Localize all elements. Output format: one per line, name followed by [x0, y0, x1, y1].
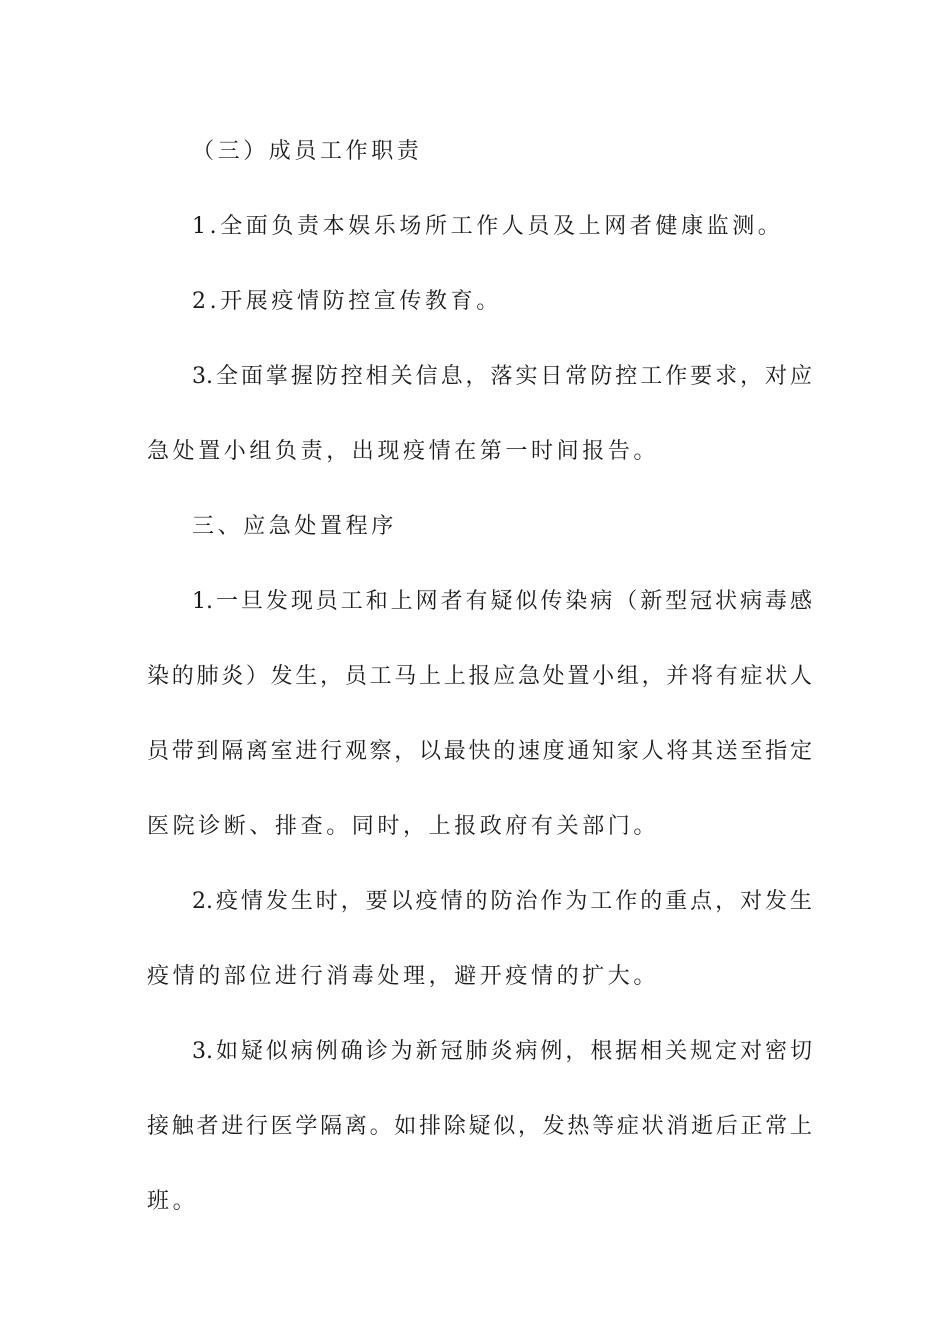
paragraph-line: 班。: [147, 1189, 199, 1214]
paragraph-line: 2.疫情发生时，要以疫情的防治作为工作的重点，对发生: [192, 889, 812, 914]
section-heading-member-duties: （三）成员工作职责: [192, 139, 423, 164]
paragraph-line: 2.开展疫情防控宣传教育。: [192, 289, 502, 314]
section-heading-emergency-procedure: 三、应急处置程序: [192, 514, 397, 539]
paragraph-line: 急处置小组负责，出现疫情在第一时间报告。: [147, 439, 660, 464]
paragraph-line: 1.全面负责本娱乐场所工作人员及上网者健康监测。: [192, 214, 784, 239]
paragraph-line: 疫情的部位进行消毒处理，避开疫情的扩大。: [147, 964, 660, 989]
paragraph-line: 3.全面掌握防控相关信息，落实日常防控工作要求，对应: [192, 364, 812, 389]
paragraph-line: 医院诊断、排查。同时，上报政府有关部门。: [147, 814, 660, 839]
paragraph-line: 1.一旦发现员工和上网者有疑似传染病（新型冠状病毒感: [192, 589, 812, 614]
paragraph-line: 染的肺炎）发生，员工马上上报应急处置小组，并将有症状人: [147, 664, 812, 689]
paragraph-line: 员带到隔离室进行观察，以最快的速度通知家人将其送至指定: [147, 739, 812, 764]
paragraph-line: 接触者进行医学隔离。如排除疑似，发热等症状消逝后正常上: [147, 1114, 812, 1139]
paragraph-line: 3.如疑似病例确诊为新冠肺炎病例，根据相关规定对密切: [192, 1039, 812, 1064]
